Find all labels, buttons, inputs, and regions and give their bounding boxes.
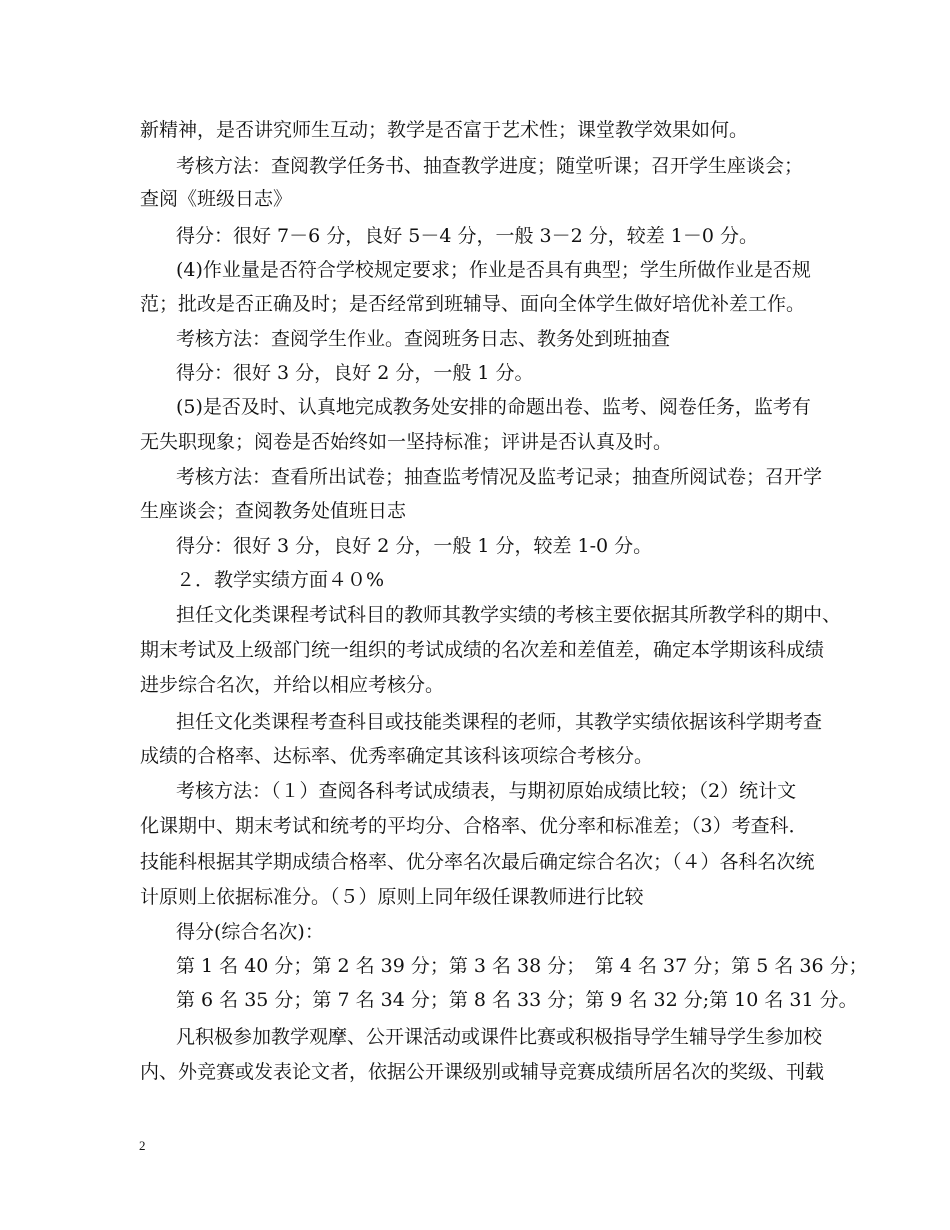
text-line: 得分(综合名次)： xyxy=(176,921,324,943)
text-line: (5)是否及时、认真地完成教务处安排的命题出卷、监考、阅卷任务，监考有 xyxy=(176,396,811,418)
text-line: 得分：很好 3 分，良好 2 分，一般 1 分。 xyxy=(176,362,534,384)
text-line: 考核方法：查阅教学任务书、抽查教学进度；随堂听课；召开学生座谈会； xyxy=(176,155,804,177)
text-line: 生座谈会；查阅教务处值班日志 xyxy=(140,500,407,522)
text-line: 成绩的合格率、达标率、优秀率确定其该科该项综合考核分。 xyxy=(140,745,654,767)
text-line: 新精神，是否讲究师生互动；教学是否富于艺术性；课堂教学效果如何。 xyxy=(140,119,749,141)
text-line: 化课期中、期末考试和统考的平均分、合格率、优分率和标准差；（3）考查科． xyxy=(140,815,808,837)
text-line: 技能科根据其学期成绩合格率、优分率名次最后确定综合名次；（４）各科名次统 xyxy=(140,851,815,873)
text-line: 第 6 名 35 分；第 7 名 34 分；第 8 名 33 分；第 9 名 32 分;第 10 名 31 分。 xyxy=(176,989,858,1011)
text-line: (4)作业量是否符合学校规定要求；作业是否具有典型；学生所做作业是否规 xyxy=(176,259,811,281)
text-line: 内、外竞赛或发表论文者，依据公开课级别或辅导竞赛成绩所居名次的奖级、刊载 xyxy=(140,1061,825,1083)
text-line: 担任文化类课程考试科目的教师其教学实绩的考核主要依据其所教学科的期中、 xyxy=(176,604,842,626)
text-line: 计原则上依据标准分。（５）原则上同年级任课教师进行比较 xyxy=(140,886,644,908)
text-line: 考核方法：查看所出试卷；抽查监考情况及监考记录；抽查所阅试卷；召开学 xyxy=(176,466,823,488)
text-line: 得分：很好 3 分，良好 2 分，一般 1 分，较差 1-0 分。 xyxy=(176,535,653,557)
text-line: 考核方法：（１）查阅各科考试成绩表，与期初原始成绩比较；（2）统计文 xyxy=(176,780,797,802)
text-line: 第 1 名 40 分；第 2 名 39 分；第 3 名 38 分； 第 4 名 37 分；第 5 名 36 分； xyxy=(176,955,868,977)
page-number: 2 xyxy=(139,1138,146,1153)
text-line: 无失职现象；阅卷是否始终如一坚持标准；评讲是否认真及时。 xyxy=(140,431,673,453)
text-line: 凡积极参加教学观摩、公开课活动或课件比赛或积极指导学生辅导学生参加校 xyxy=(176,1026,823,1048)
text-line: 考核方法：查阅学生作业。查阅班务日志、教务处到班抽查 xyxy=(176,328,671,350)
text-line: 担任文化类课程考查科目或技能类课程的老师，其教学实绩依据该科学期考查 xyxy=(176,711,823,733)
section-heading: ２．教学实绩方面４０% xyxy=(176,569,385,591)
text-line: 进步综合名次，并给以相应考核分。 xyxy=(140,674,445,696)
text-line: 范；批改是否正确及时；是否经常到班辅导、面向全体学生做好培优补差工作。 xyxy=(140,293,806,315)
text-line: 查阅《班级日志》 xyxy=(140,188,293,210)
text-line: 得分：很好 7－6 分，良好 5－4 分，一般 3－2 分，较差 1－0 分。 xyxy=(176,225,759,247)
text-line: 期末考试及上级部门统一组织的考试成绩的名次差和差值差，确定本学期该科成绩 xyxy=(140,639,825,661)
